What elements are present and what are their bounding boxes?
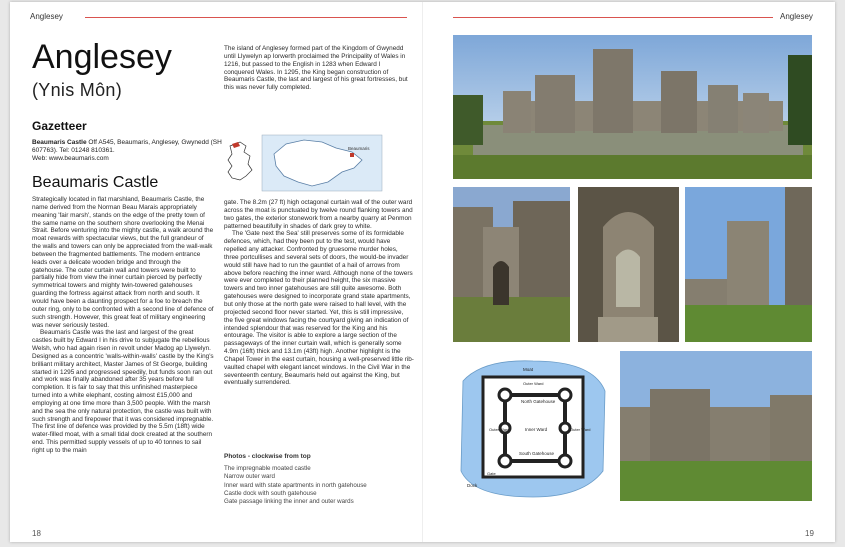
article-column-1 — [32, 196, 214, 512]
intro-paragraph — [224, 45, 410, 109]
book-spread — [10, 2, 835, 542]
photos-caption-heading: Photos - clockwise from top — [224, 453, 311, 460]
photo-moated-castle — [453, 35, 812, 179]
intro-text: The island of Anglesey formed part of the Kingdom of Gwynedd until Llywelyn ap Iorwerth proclaimed the Principality of Wales in 1216, but passed to the English in 1283 when Edward I conquered Wales. In 1295, the King began construction of Beaumaris Castle, the last and largest of his great fortresses, but this was never fully completed. — [224, 45, 408, 92]
photo-caption-4: Castle dock with south gatehouse — [224, 489, 317, 497]
plan-label-outer-ward-east: Outer Ward — [570, 427, 591, 432]
photo-narrow-outer-ward — [453, 187, 570, 342]
article-col1-para-2: Beaumaris Castle was the last and largest of the great castles built by Edward I in his drive to subjugate the rebellious Welsh, who had again risen in revolt under Madog ap Llywelyn. Designed as a concentric 'walls-within-walls' castle by the King's brilliant military architect, Master James of St George, building started in 1295 and progressed speedily, but funds soon ran out and work was finally abandoned after 35 years before full completion. It is fair to say that this unfinished masterpiece turned into a white elephant, costing almost £15,000 and employing at one time more than 3,500 people. With the marsh and the sea the only natural protection, the castle was built with such strength and firepower that it was considered impregnable. The first line of defence was provided by the 5.5m (18ft) wide water-filled moat, with a small tidal dock created at the southern end. This permitted supply vessels of up to 40 tonnes to sail right up to the main — [32, 329, 214, 454]
castle-plan-diagram — [453, 351, 613, 501]
right-page-number: 19 — [805, 529, 814, 538]
plan-label-dock: Dock — [467, 483, 478, 488]
photo-caption-1: The impregnable moated castle — [224, 465, 311, 472]
right-header-rule — [453, 17, 773, 18]
right-running-head: Anglesey — [780, 12, 813, 21]
plan-label-north-gatehouse: North Gatehouse — [521, 399, 556, 404]
plan-label-gate: Gate — [487, 471, 496, 476]
gazetteer-heading: Gazetteer — [32, 119, 87, 133]
location-map — [224, 132, 384, 194]
left-header-rule — [85, 17, 407, 18]
plan-label-outer-ward-west: Outer Ward — [489, 427, 510, 432]
photo-castle-dock — [685, 187, 812, 342]
photo-caption-2: Narrow outer ward — [224, 473, 275, 481]
article-col1-para-1: Strategically located in flat marshland, Beaumaris Castle, the name derived from the Norman Beau Marais appropriately meaning 'fair marsh', stands on the edge of the pretty town of the same name on the southern shore overlooking the Menai Strait. Before venturing into the mighty castle, a walk around the moat rewards with spectacular views, but the full grandeur of the walls and towers can only be appreciated from the wall-walk between the fragmented battlements. The modern entrance leads over a delicate wooden bridge and through the gatehouse. The outer curtain wall and towers were built to partially hide from view the inner curtain pierced by perfectly symmetrical towers and mighty twin-towered gatehouses guarding the fortress against attack from north and south. It would have been a daunting prospect for a foe to breach the outer ring, only to be confronted with a second line of defence of such strength. However, this great feat of military engineering was never seriously tested. — [32, 196, 214, 329]
plan-label-south-gatehouse: South Gatehouse — [519, 451, 555, 456]
left-page-number: 18 — [32, 529, 41, 538]
photo-inner-ward — [620, 351, 812, 501]
left-running-head: Anglesey — [30, 12, 63, 21]
article-col2-para-2: The 'Gate next the Sea' still preserves some of its formidable defences, which, had they been put to the test, would have repelled any attacker. Confronted by gruesome murder holes, three portcullises and several sets of doors, the would-be invader would still have had to run the gauntlet of a hail of arrows from above before reaching the inner ward. Although none of the towers were ever completed to their planned height, the six massive towers and two inner gatehouses are still quite awesome. Both gatehouses were designed to incorporate grand state apartments, but only those at the north gate were raised to hall level, with the projected second floor never started. Yet, this is still impressive, the five great windows facing the courtyard giving an indication of intended splendour that was reserved for the King and his entourage. The visitor is able to explore a large section of the passageways of the inner curtain wall, which is generally some 4.9m (16ft) thick and 13.1m (43ft) high. Another highlight is the Chapel Tower in the east curtain, housing a well-preserved little rib-vaulted chapel with elegant lancet windows. In the Civil War in the seventeenth century, Beaumaris held out against the King, but eventually surrendered. — [224, 230, 414, 387]
page-gutter — [422, 2, 423, 542]
photo-captions-list — [224, 465, 414, 506]
wales-anglesey-map — [224, 132, 384, 194]
photo-gate-passage — [578, 187, 679, 342]
page-subtitle: (Ynis Môn) — [32, 80, 123, 100]
gazetteer-entry-name: Beaumaris Castle — [32, 139, 87, 146]
beaumaris-marker-icon — [350, 153, 354, 157]
gazetteer-entry-detail: Off A545, Beaumaris, Anglesey, Gwynedd (SH 607763). Tel: 01248 810361. — [32, 139, 222, 154]
gazetteer-web: Web: www.beaumaris.com — [32, 155, 109, 162]
article-column-2 — [224, 199, 414, 445]
plan-label-inner-ward: Inner Ward — [525, 427, 548, 432]
article-col2-para-1: gate. The 8.2m (27 ft) high octagonal curtain wall of the outer ward across the moat is punctuated by twelve round flanking towers and two gates, the exterior stonework from a nearby quarry at Penmon patterned beautifully in shades of dark grey to white. — [224, 199, 413, 230]
photo-caption-3: Inner ward with state apartments in north gatehouse — [224, 481, 367, 489]
photo-caption-5: Gate passage linking the inner and outer wards — [224, 498, 354, 506]
page-title: Anglesey — [32, 38, 172, 76]
gazetteer-entry — [32, 139, 222, 155]
plan-label-outer-ward-north: Outer Ward — [523, 381, 544, 386]
article-heading: Beaumaris Castle — [32, 174, 159, 191]
plan-label-moat: Moat — [523, 367, 534, 372]
map-label: Beaumaris — [348, 146, 370, 151]
